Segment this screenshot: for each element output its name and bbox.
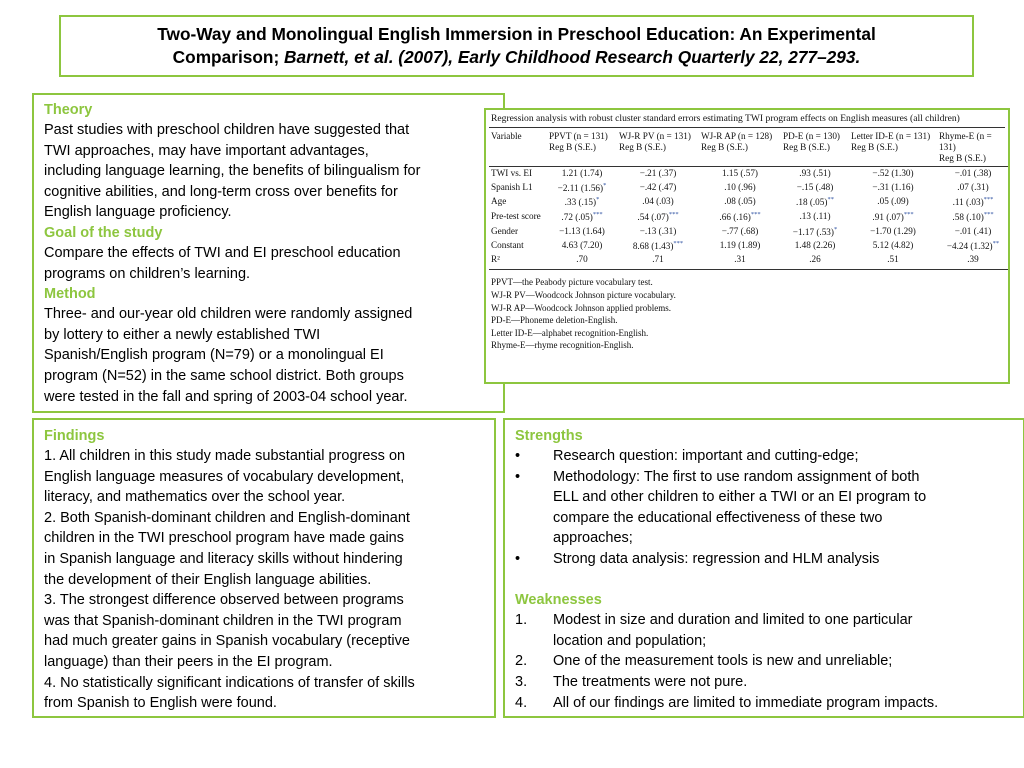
- cell-value: −2.11 (1.56): [557, 182, 604, 193]
- row-label: Spanish L1: [491, 181, 533, 192]
- table-cell: [617, 238, 699, 253]
- significance-mark: ***: [592, 210, 603, 218]
- cell-value: .13 (.11): [799, 210, 831, 221]
- column-header-sub: [491, 142, 545, 153]
- table-cell: [849, 167, 937, 180]
- column-header: [547, 128, 617, 167]
- cell-value: −.42 (.47): [639, 181, 677, 192]
- table-cell: [781, 167, 849, 180]
- cell-value: .26: [809, 253, 821, 264]
- table-cell: [699, 194, 781, 209]
- citation: Barnett, et al. (2007), Early Childhood Research Quarterly 22, 277–293.: [284, 47, 861, 67]
- text-line: English language proficiency.: [44, 204, 232, 221]
- list-marker: 2.: [515, 653, 528, 670]
- row-label: Gender: [491, 225, 519, 236]
- list-item-line: One of the measurement tools is new and unreliable;: [553, 653, 893, 670]
- table-cell: [699, 224, 781, 239]
- table-cell: [781, 253, 849, 270]
- list-marker: 4.: [515, 694, 528, 711]
- table-cell: [547, 209, 617, 224]
- list-item-line: Strong data analysis: regression and HLM analysis: [553, 550, 880, 567]
- significance-mark: *: [596, 196, 600, 204]
- table-cell: [937, 238, 1009, 253]
- strengths-list: [515, 446, 1013, 570]
- list-item-line: Research question: important and cutting-edge;: [553, 448, 859, 464]
- column-header-sub: Reg B (S.E.): [549, 142, 596, 152]
- table-cell: [781, 180, 849, 195]
- cell-value: .31: [734, 253, 746, 264]
- text-line: WJ-R PV—Woodcock Johnson picture vocabulary.: [491, 290, 676, 301]
- table-cell: [781, 238, 849, 253]
- cell-value: 5.12 (4.82): [872, 240, 914, 251]
- table-cell: [937, 194, 1009, 209]
- text-line: PPVT—the Peabody picture vocabulary test.: [491, 277, 653, 288]
- theory-heading: Theory: [44, 102, 93, 118]
- cell-value: .66 (.16): [719, 211, 751, 222]
- list-item: [515, 467, 1013, 549]
- cell-value: .05 (.09): [877, 196, 909, 207]
- regression-table: [489, 128, 1009, 270]
- table-row: [489, 253, 1009, 270]
- cell-value: .51: [887, 253, 899, 264]
- list-item-line: location and population;: [553, 632, 707, 649]
- table-row: [489, 194, 1009, 209]
- text-line: WJ-R AP—Woodcock Johnson applied problems.: [491, 302, 672, 313]
- column-header-name: Letter ID-E (n = 131): [851, 131, 931, 141]
- table-row: [489, 224, 1009, 239]
- cell-value: .39: [967, 253, 979, 264]
- table-cell: [849, 224, 937, 239]
- table-row: [489, 209, 1009, 224]
- text-line: children in the TWI preschool program have made gains: [44, 530, 405, 547]
- column-header-name: WJ-R PV (n = 131): [619, 131, 691, 141]
- cell-value: 1.19 (1.89): [719, 240, 761, 251]
- cell-value: −.15 (.48): [796, 181, 834, 192]
- table-row: [489, 238, 1009, 253]
- cell-value: .10 (.96): [724, 181, 756, 192]
- list-item-line: compare the educational effectiveness of these two: [553, 509, 883, 526]
- cell-value: .58 (.10): [952, 211, 984, 222]
- significance-mark: ***: [983, 196, 994, 204]
- column-header: [617, 128, 699, 167]
- cell-value: −.13 (.31): [639, 225, 677, 236]
- list-marker: •: [515, 550, 521, 567]
- table-cell: [617, 180, 699, 195]
- text-line: 1. All children in this study made substantial progress on: [44, 448, 406, 464]
- column-header-sub: Reg B (S.E.): [619, 142, 666, 152]
- text-line: PD-E—Phoneme deletion-English.: [491, 315, 618, 326]
- table-cell: [547, 167, 617, 180]
- cell-value: 1.48 (2.26): [794, 240, 836, 251]
- table-header-row: [489, 128, 1009, 167]
- column-header-sub: Reg B (S.E.): [701, 142, 748, 152]
- table-cell: [781, 224, 849, 239]
- cell-value: 1.15 (.57): [722, 168, 758, 178]
- table-cell: [937, 180, 1009, 195]
- theory-text: [44, 120, 493, 223]
- text-line: 3. The strongest difference observed between programs: [44, 592, 404, 609]
- list-marker: •: [515, 448, 521, 464]
- cell-value: .54 (.07): [637, 211, 669, 222]
- cell-value: 8.68 (1.43): [632, 241, 674, 252]
- text-line: including language learning, the benefits of bilingualism for: [44, 163, 421, 180]
- column-header-name: PPVT (n = 131): [549, 131, 608, 141]
- weaknesses-heading: Weaknesses: [515, 592, 602, 609]
- row-label: Pre-test score: [491, 210, 541, 221]
- list-item-line: Modest in size and duration and limited to one particular: [553, 612, 913, 629]
- findings-text: [44, 446, 484, 714]
- text-line: Three- and our-year old children were randomly assigned: [44, 306, 413, 323]
- significance-mark: ***: [750, 210, 761, 218]
- table-cell: [781, 194, 849, 209]
- table-cell: [937, 209, 1009, 224]
- cell-value: .11 (.03): [952, 197, 984, 208]
- spacer: [515, 570, 1013, 591]
- text-line: English language measures of vocabulary development,: [44, 468, 405, 485]
- title-line-2-plain: Comparison;: [172, 47, 285, 67]
- column-header: [937, 128, 1009, 167]
- text-line: programs on children’s learning.: [44, 265, 251, 282]
- table-notes: [489, 270, 1005, 352]
- column-header: [699, 128, 781, 167]
- table-cell: [617, 194, 699, 209]
- list-item-line: Methodology: The first to use random assignment of both: [553, 468, 920, 485]
- cell-value: .33 (.15): [564, 197, 597, 208]
- cell-value: .71: [652, 253, 664, 264]
- cell-value: −.31 (1.16): [872, 181, 914, 192]
- table-cell: [547, 253, 617, 270]
- list-item-line: The treatments were not pure.: [553, 673, 748, 690]
- column-header-sub: Reg B (S.E.): [783, 142, 830, 152]
- cell-value: .70: [576, 253, 588, 264]
- significance-mark: *: [603, 181, 607, 189]
- text-line: 4. No statistically significant indications of transfer of skills: [44, 674, 415, 691]
- row-label: Age: [491, 196, 507, 207]
- column-header-name: WJ-R AP (n = 128): [701, 131, 773, 141]
- list-item: [515, 549, 1013, 570]
- cell-value: −.77 (.68): [721, 225, 759, 236]
- table-cell: [937, 224, 1009, 239]
- cell-value: 4.63 (7.20): [561, 240, 603, 251]
- list-item: [515, 672, 1013, 693]
- column-header-name: Variable: [491, 131, 522, 141]
- table-cell: [781, 209, 849, 224]
- cell-value: −1.17 (.53): [792, 226, 834, 237]
- text-line: TWI approaches, may have important advantages,: [44, 142, 369, 159]
- list-item: [515, 610, 1013, 651]
- cell-value: .07 (.31): [957, 181, 989, 192]
- row-label: Constant: [491, 240, 524, 251]
- findings-panel: [32, 418, 496, 718]
- cell-value: −1.13 (1.64): [559, 225, 605, 236]
- title-line-2: [61, 46, 972, 69]
- findings-heading: Findings: [44, 428, 105, 444]
- column-header: [489, 128, 547, 167]
- method-heading: Method: [44, 286, 96, 303]
- table-cell: [699, 238, 781, 253]
- column-header-sub: Reg B (S.E.): [939, 153, 986, 163]
- column-header-name: Rhyme-E (n = 131): [939, 131, 992, 152]
- list-item-line: approaches;: [553, 530, 633, 547]
- text-line: by lottery to either a newly established TWI: [44, 326, 321, 343]
- cell-value: .08 (.05): [724, 196, 756, 207]
- list-marker: 1.: [515, 612, 528, 629]
- cell-value: −.01 (.38): [954, 168, 992, 178]
- cell-value: 1.21 (1.74): [561, 168, 603, 178]
- table-cell: [849, 253, 937, 270]
- table-caption: Regression analysis with robust cluster standard errors estimating TWI program effects on English measures (all children): [489, 112, 1005, 128]
- text-line: in Spanish language and literacy skills without hindering: [44, 550, 403, 567]
- table-row: [489, 180, 1009, 195]
- table-cell: [699, 167, 781, 180]
- table-cell: [617, 224, 699, 239]
- text-line: had much greater gains in Spanish vocabulary (receptive: [44, 633, 410, 650]
- text-line: the development of their English language abilities.: [44, 571, 372, 588]
- text-line: Letter ID-E—alphabet recognition-English.: [491, 327, 649, 338]
- table-cell: [547, 180, 617, 195]
- table-cell: [547, 194, 617, 209]
- column-header-sub: Reg B (S.E.): [851, 142, 898, 152]
- table-cell: [547, 238, 617, 253]
- list-marker: •: [515, 468, 521, 485]
- cell-value: −1.70 (1.29): [870, 225, 916, 236]
- significance-mark: **: [827, 196, 834, 204]
- cell-value: .04 (.03): [642, 196, 674, 207]
- text-line: literacy, and mathematics over the school year.: [44, 489, 346, 506]
- cell-value: −.21 (.37): [639, 168, 677, 178]
- title-line-1: Two-Way and Monolingual English Immersion in Preschool Education: An Experimental: [157, 24, 876, 44]
- table-cell: [617, 209, 699, 224]
- table-cell: [849, 238, 937, 253]
- table-cell: [617, 167, 699, 180]
- cell-value: .72 (.05): [561, 211, 593, 222]
- strengths-weaknesses-panel: [503, 418, 1024, 718]
- table-body: [489, 167, 1009, 270]
- text-line: language) than their peers in the EI program.: [44, 653, 333, 670]
- significance-mark: ***: [668, 210, 679, 218]
- text-line: cognitive abilities, and long-term cross over benefits for: [44, 183, 398, 200]
- cell-value: −.01 (.41): [954, 225, 992, 236]
- table-cell: [849, 209, 937, 224]
- list-item: [515, 693, 1013, 714]
- text-line: Past studies with preschool children have suggested that: [44, 122, 410, 138]
- method-text: [44, 304, 493, 407]
- table-cell: [937, 253, 1009, 270]
- theory-panel: [32, 93, 505, 413]
- goal-heading: Goal of the study: [44, 224, 163, 241]
- table-cell: [547, 224, 617, 239]
- cell-value: −.52 (1.30): [872, 168, 914, 178]
- column-header: [781, 128, 849, 167]
- table-cell: [849, 194, 937, 209]
- significance-mark: ***: [983, 210, 994, 218]
- table-cell: [699, 180, 781, 195]
- goal-text: [44, 243, 493, 284]
- cell-value: .91 (.07): [872, 211, 904, 222]
- table-cell: [937, 167, 1009, 180]
- table-cell: [699, 253, 781, 270]
- table-row: [489, 167, 1009, 180]
- row-label: TWI vs. EI: [491, 168, 533, 178]
- significance-mark: **: [992, 240, 1000, 248]
- text-line: 2. Both Spanish-dominant children and English-dominant: [44, 509, 410, 526]
- list-marker: 3.: [515, 673, 528, 690]
- significance-mark: *: [833, 225, 838, 233]
- text-line: Compare the effects of TWI and EI preschool education: [44, 244, 401, 261]
- significance-mark: ***: [903, 210, 914, 218]
- text-line: Spanish/English program (N=79) or a monolingual EI: [44, 347, 384, 364]
- list-item: [515, 446, 1013, 467]
- text-line: from Spanish to English were found.: [44, 695, 277, 712]
- column-header-name: PD-E (n = 130): [783, 131, 840, 141]
- cell-value: −4.24 (1.32): [946, 241, 993, 252]
- text-line: program (N=52) in the same school district. Both groups: [44, 367, 404, 384]
- text-line: Rhyme-E—rhyme recognition-English.: [491, 340, 634, 351]
- list-item: [515, 651, 1013, 672]
- row-label: R²: [491, 253, 500, 264]
- weaknesses-list: [515, 610, 1013, 713]
- list-item-line: ELL and other children to either a TWI or an EI program to: [553, 489, 927, 506]
- text-line: was that Spanish-dominant children in the TWI program: [44, 612, 402, 629]
- cell-value: .93 (.51): [799, 168, 831, 178]
- table-cell: [617, 253, 699, 270]
- text-line: were tested in the fall and spring of 2003-04 school year.: [44, 388, 408, 405]
- title-box: [59, 15, 974, 77]
- regression-table-panel: [484, 108, 1010, 384]
- significance-mark: ***: [673, 240, 684, 248]
- table-cell: [699, 209, 781, 224]
- cell-value: .18 (.05): [796, 197, 828, 208]
- strengths-heading: Strengths: [515, 428, 583, 444]
- column-header: [849, 128, 937, 167]
- table-cell: [849, 180, 937, 195]
- list-item-line: All of our findings are limited to immediate program impacts.: [553, 694, 939, 711]
